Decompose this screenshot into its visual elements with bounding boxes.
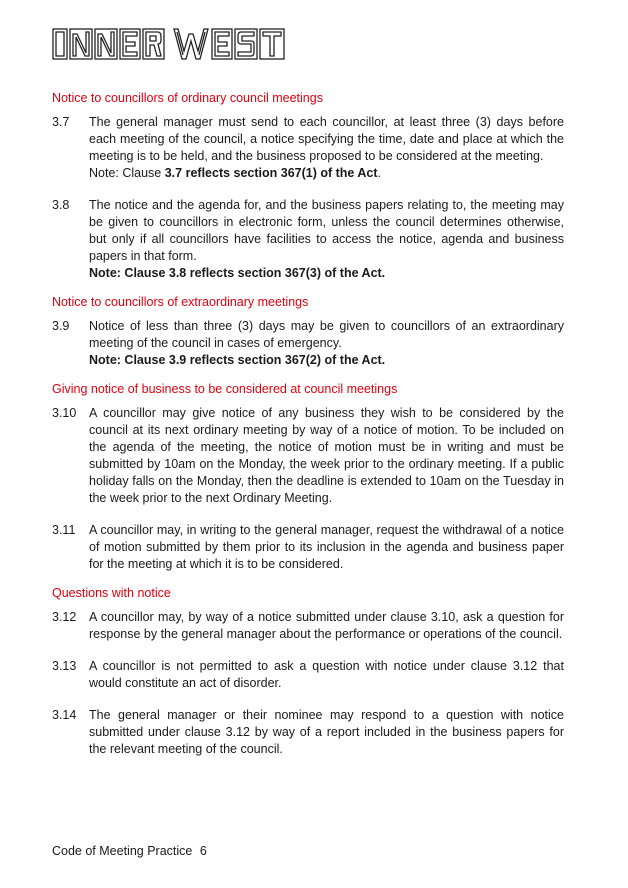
clause-number: 3.14 [52, 708, 77, 722]
clause-number: 3.11 [52, 523, 76, 537]
clause-text: A councillor may give notice of any business they wish to be considered by the council at its next ordinary meeting by way of a notice of motion. To be included on the agenda of the meeting, the notice of motion must be in writing and must be submitted by 10am on the Monday, the week prior to the ordinary meeting. If a public holiday falls on the Monday, then the deadline is extended to 10am on the Tuesday in the week prior to the next Ordinary Meeting. [89, 406, 564, 505]
section-heading: Questions with notice [52, 586, 171, 600]
clause-text: A councillor may, in writing to the general manager, request the withdrawal of a notice of motion submitted by them prior to its inclusion in the agenda and business paper for the meeting at which it is to be considered. [89, 523, 564, 571]
clause-text: The general manager or their nominee may respond to a question with notice submitted under clause 3.12 by way of a report included in the business papers for the relevant meeting of the council. [89, 708, 564, 756]
note-reference: Note: Clause 3.9 reflects section 367(2) of the Act. [89, 353, 386, 367]
clause-text: A councillor may, by way of a notice submitted under clause 3.10, ask a question for response by the general manager about the performance or operations of the council. [89, 610, 564, 641]
clause-number: 3.7 [52, 115, 70, 129]
clause-body [89, 405, 564, 507]
clause [52, 114, 564, 182]
clause-number: 3.9 [52, 319, 70, 333]
clause [52, 405, 564, 507]
clause-body [89, 114, 564, 182]
note-prefix: Note: Clause [89, 166, 165, 180]
clause [52, 609, 564, 643]
clause-body [89, 197, 564, 282]
clause [52, 318, 564, 369]
clause [52, 522, 564, 573]
clause-number: 3.12 [52, 610, 77, 624]
section-heading: Notice to councillors of ordinary council meetings [52, 91, 323, 105]
clause-body [89, 522, 564, 573]
clause-note [89, 165, 564, 182]
clause [52, 707, 564, 758]
section-heading: Notice to councillors of extraordinary meetings [52, 295, 309, 309]
note-reference: 3.7 reflects section 367(1) of the Act [164, 166, 378, 180]
section-heading: Giving notice of business to be considered at council meetings [52, 382, 398, 396]
clause-body [89, 609, 564, 643]
clause-body [89, 318, 564, 369]
footer-doc-title: Code of Meeting Practice [52, 844, 193, 858]
clause [52, 658, 564, 692]
clause-text: The notice and the agenda for, and the business papers relating to, the meeting may be given to councillors in electronic form, unless the council determines otherwise, but only if all councillors have facilities to access the notice, agenda and business papers in that form. [89, 198, 564, 263]
clause-number: 3.13 [52, 659, 77, 673]
clause-number: 3.8 [52, 198, 70, 212]
clause-text: The general manager must send to each councillor, at least three (3) days before each meeting of the council, a notice specifying the time, date and place at which the meeting is to be held, and the business proposed to be considered at the meeting. [89, 115, 564, 163]
clause-number: 3.10 [52, 406, 77, 420]
footer-page-number: 6 [199, 844, 207, 858]
clause [52, 197, 564, 282]
clause-text: A councillor is not permitted to ask a question with notice under clause 3.12 that would constitute an act of disorder. [89, 659, 564, 690]
inner-west-logo [52, 26, 292, 62]
clause-text: Notice of less than three (3) days may be given to councillors of an extraordinary meeting of the council in cases of emergency. [89, 319, 564, 350]
note-reference: Note: Clause 3.8 reflects section 367(3) of the Act. [89, 266, 386, 280]
clause-body [89, 658, 564, 692]
clause-body [89, 707, 564, 758]
document-body [52, 90, 564, 770]
page-footer [52, 843, 211, 859]
clause-note [89, 265, 564, 282]
note-suffix: . [377, 166, 382, 180]
clause-note [89, 352, 564, 369]
